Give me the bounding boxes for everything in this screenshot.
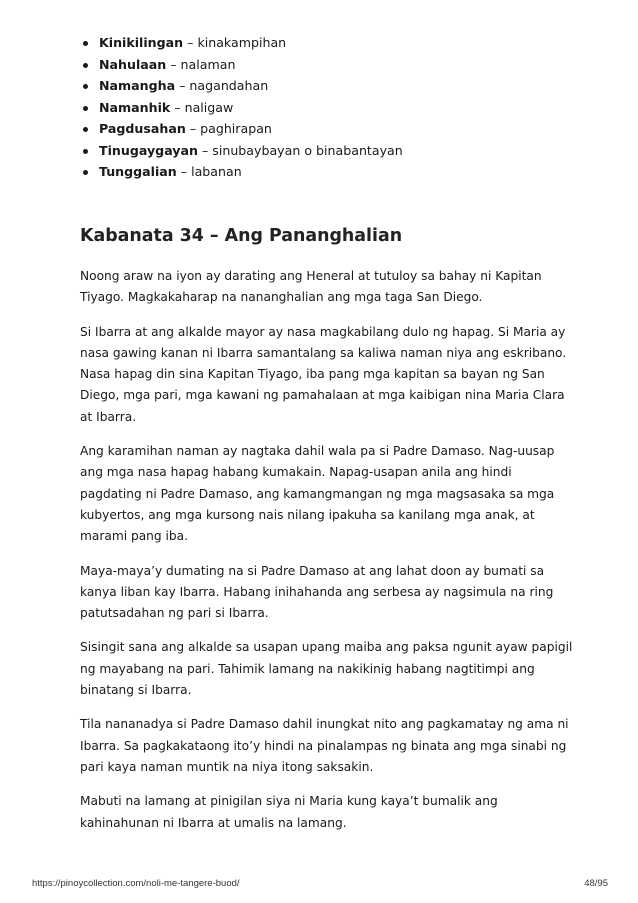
bullet-icon	[83, 84, 88, 89]
paragraph-line: nasa gawing kanan ni Ibarra samantalang sa kaliwa naman niya ang eskribano.	[80, 345, 567, 360]
paragraph-line: ng mayabang na pari. Tahimik lamang na nakikinig habang nagtitimpi ang	[80, 661, 535, 676]
paragraph-line: marami pang iba.	[80, 529, 188, 544]
vocabulary-term: Tinugaygayan	[99, 142, 198, 158]
paragraph-line: Maya-maya’y dumating na si Padre Damaso at ang lahat doon ay bumati sa	[80, 563, 545, 578]
vocabulary-term: Namanhik	[99, 99, 171, 115]
paragraph-line: pagdating ni Padre Damaso, ang kamangmangan ng mga magsasaka sa mga	[80, 486, 555, 501]
vocabulary-list	[80, 32, 403, 183]
paragraph-line: ang mga nasa hapag habang kumakain. Napag-usapan anila ang hindi	[80, 465, 512, 480]
paragraph	[80, 714, 570, 778]
vocabulary-definition: – paghirapan	[185, 121, 272, 136]
vocabulary-definition: – kinakampihan	[183, 35, 287, 50]
vocabulary-term: Namangha	[99, 78, 176, 93]
paragraph-line: Tiyago. Magkakaharap na nananghalian ang mga taga San Diego.	[80, 290, 483, 305]
bullet-icon	[83, 41, 88, 46]
paragraph-line: Si Ibarra at ang alkalde mayor ay nasa magkabilang dulo ng hapag. Si Maria ay	[80, 324, 566, 339]
page-number: 48/95	[584, 878, 608, 889]
paragraph-line: Ibarra. Sa pagkakataong ito’y hindi na pinalampas ng binata ang mga sinabi ng	[80, 738, 567, 753]
paragraph	[80, 322, 570, 428]
chapter-content	[80, 266, 573, 847]
paragraph-line: Ang karamihan naman ay nagtaka dahil wala pa si Padre Damaso. Nag-uusap	[80, 444, 555, 459]
paragraph-line: at Ibarra.	[80, 409, 137, 424]
vocabulary-item	[80, 32, 403, 54]
paragraph	[80, 561, 570, 625]
paragraph-line: binatang si Ibarra.	[80, 683, 192, 698]
paragraph-line: Tila nananadya si Padre Damaso dahil inungkat nito ang pagkamatay ng ama ni	[80, 717, 569, 732]
bullet-icon	[83, 106, 88, 111]
paragraph-line: Diego, mga pari, mga kawani ng pamahalaan at mga kaibigan nina Maria Clara	[80, 388, 565, 403]
paragraph-line: patutsadahan ng pari si Ibarra.	[80, 606, 269, 621]
paragraph-line: pari kaya naman muntik na niya itong saksakin.	[80, 759, 374, 774]
paragraph	[80, 791, 570, 834]
vocabulary-definition: – labanan	[176, 164, 242, 179]
vocabulary-item	[80, 118, 403, 140]
paragraph	[80, 637, 573, 701]
vocabulary-definition: – nalaman	[166, 56, 236, 72]
vocabulary-definition: – naligaw	[170, 99, 234, 115]
vocabulary-definition: – nagandahan	[175, 78, 269, 93]
paragraph-line: Noong araw na iyon ay darating ang Heneral at tutuloy sa bahay ni Kapitan	[80, 269, 542, 283]
paragraph-line: kahinahunan ni Ibarra at umalis na lamang.	[80, 815, 347, 830]
vocabulary-item	[80, 140, 403, 162]
paragraph-line: kanya liban kay Ibarra. Habang inihahanda ang serbesa ay nagsimula na ring	[80, 584, 554, 599]
vocabulary-term: Pagdusahan	[99, 121, 186, 136]
vocabulary-definition: – sinubaybayan o binabantayan	[197, 142, 403, 158]
vocabulary-item	[80, 54, 403, 76]
paragraph-line: Sisingit sana ang alkalde sa usapan upang maiba ang paksa ngunit ayaw papigil	[80, 640, 573, 655]
chapter-title: Kabanata 34 – Ang Pananghalian	[80, 226, 403, 246]
paragraph	[80, 441, 570, 547]
vocabulary-item	[80, 161, 403, 183]
vocabulary-term: Tunggalian	[99, 164, 177, 179]
paragraph-line: kubyertos, ang mga kursong nais nilang ipakuha sa kanilang mga anak, at	[80, 507, 535, 522]
paragraph-line: Mabuti na lamang at pinigilan siya ni Maria kung kaya’t bumalik ang	[80, 794, 498, 809]
vocabulary-item	[80, 97, 403, 119]
footer-url: https://pinoycollection.com/noli-me-tangere-buod/	[32, 878, 240, 889]
bullet-icon	[83, 149, 88, 154]
paragraph	[80, 266, 570, 309]
vocabulary-term: Kinikilingan	[99, 35, 184, 50]
vocabulary-item	[80, 75, 403, 97]
bullet-icon	[83, 63, 88, 68]
paragraph-line: Nasa hapag din sina Kapitan Tiyago, iba pang mga kapitan sa bayan ng San	[80, 367, 545, 382]
vocabulary-term: Nahulaan	[99, 56, 167, 72]
bullet-icon	[83, 127, 88, 132]
bullet-icon	[83, 170, 88, 175]
